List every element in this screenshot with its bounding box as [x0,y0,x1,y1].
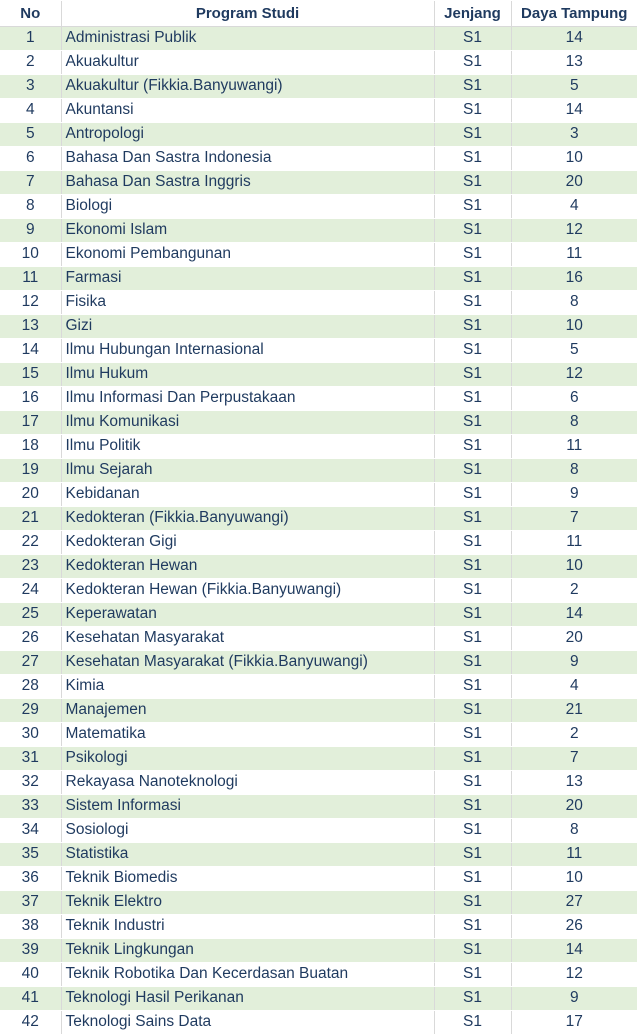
table-row[interactable] [0,986,637,1010]
cell-daya-tampung[interactable]: 20 [511,794,637,818]
cell-jenjang[interactable]: S1 [434,650,511,674]
cell-daya-tampung[interactable]: 17 [511,1010,637,1034]
table-row[interactable] [0,386,637,410]
cell-jenjang[interactable]: S1 [434,74,511,98]
cell-program[interactable]: Kesehatan Masyarakat (Fikkia.Banyuwangi) [61,650,434,674]
cell-program[interactable]: Teknik Biomedis [61,866,434,890]
table-row[interactable] [0,122,637,146]
cell-no[interactable]: 30 [0,722,61,746]
cell-jenjang[interactable]: S1 [434,914,511,938]
cell-daya-tampung[interactable]: 10 [511,866,637,890]
cell-daya-tampung[interactable]: 10 [511,314,637,338]
cell-jenjang[interactable]: S1 [434,626,511,650]
cell-jenjang[interactable]: S1 [434,722,511,746]
cell-program[interactable]: Matematika [61,722,434,746]
cell-program[interactable]: Kedokteran Hewan (Fikkia.Banyuwangi) [61,578,434,602]
cell-daya-tampung[interactable]: 4 [511,194,637,218]
cell-jenjang[interactable]: S1 [434,554,511,578]
cell-jenjang[interactable]: S1 [434,506,511,530]
cell-daya-tampung[interactable]: 3 [511,122,637,146]
cell-daya-tampung[interactable]: 8 [511,458,637,482]
cell-program[interactable]: Ilmu Hubungan Internasional [61,338,434,362]
cell-daya-tampung[interactable]: 4 [511,674,637,698]
cell-daya-tampung[interactable]: 2 [511,722,637,746]
cell-program[interactable]: Teknologi Sains Data [61,1010,434,1034]
table-row[interactable] [0,842,637,866]
cell-jenjang[interactable]: S1 [434,362,511,386]
cell-no[interactable]: 5 [0,122,61,146]
cell-no[interactable]: 12 [0,290,61,314]
cell-jenjang[interactable]: S1 [434,434,511,458]
cell-no[interactable]: 34 [0,818,61,842]
table-row[interactable] [0,98,637,122]
cell-daya-tampung[interactable]: 8 [511,410,637,434]
cell-jenjang[interactable]: S1 [434,890,511,914]
cell-no[interactable]: 24 [0,578,61,602]
cell-jenjang[interactable]: S1 [434,266,511,290]
cell-daya-tampung[interactable]: 14 [511,26,637,50]
table-row[interactable] [0,818,637,842]
cell-jenjang[interactable]: S1 [434,170,511,194]
cell-no[interactable]: 11 [0,266,61,290]
cell-program[interactable]: Sistem Informasi [61,794,434,818]
cell-daya-tampung[interactable]: 20 [511,170,637,194]
cell-no[interactable]: 18 [0,434,61,458]
cell-daya-tampung[interactable]: 13 [511,770,637,794]
cell-daya-tampung[interactable]: 6 [511,386,637,410]
cell-program[interactable]: Ekonomi Pembangunan [61,242,434,266]
table-row[interactable] [0,914,637,938]
table-row[interactable] [0,938,637,962]
table-row[interactable] [0,722,637,746]
cell-jenjang[interactable]: S1 [434,602,511,626]
cell-jenjang[interactable]: S1 [434,530,511,554]
cell-no[interactable]: 17 [0,410,61,434]
cell-jenjang[interactable]: S1 [434,218,511,242]
cell-no[interactable]: 39 [0,938,61,962]
cell-program[interactable]: Kimia [61,674,434,698]
table-row[interactable] [0,962,637,986]
header-program[interactable]: Program Studi [61,1,434,26]
table-row[interactable] [0,890,637,914]
cell-daya-tampung[interactable]: 21 [511,698,637,722]
cell-no[interactable]: 37 [0,890,61,914]
cell-jenjang[interactable]: S1 [434,986,511,1010]
cell-no[interactable]: 4 [0,98,61,122]
cell-no[interactable]: 23 [0,554,61,578]
table-row[interactable] [0,170,637,194]
cell-program[interactable]: Teknik Elektro [61,890,434,914]
cell-program[interactable]: Kedokteran Gigi [61,530,434,554]
cell-daya-tampung[interactable]: 8 [511,290,637,314]
cell-daya-tampung[interactable]: 14 [511,98,637,122]
cell-daya-tampung[interactable]: 9 [511,482,637,506]
cell-no[interactable]: 9 [0,218,61,242]
table-row[interactable] [0,338,637,362]
header-daya-tampung[interactable]: Daya Tampung [511,1,637,26]
header-no[interactable]: No [0,1,61,26]
header-jenjang[interactable]: Jenjang [434,1,511,26]
table-row[interactable] [0,362,637,386]
table-row[interactable] [0,698,637,722]
cell-program[interactable]: Ilmu Sejarah [61,458,434,482]
cell-program[interactable]: Bahasa Dan Sastra Indonesia [61,146,434,170]
cell-daya-tampung[interactable]: 10 [511,146,637,170]
table-row[interactable] [0,242,637,266]
cell-program[interactable]: Keperawatan [61,602,434,626]
cell-daya-tampung[interactable]: 9 [511,650,637,674]
table-row[interactable] [0,74,637,98]
cell-daya-tampung[interactable]: 8 [511,818,637,842]
table-row[interactable] [0,458,637,482]
cell-jenjang[interactable]: S1 [434,794,511,818]
cell-jenjang[interactable]: S1 [434,770,511,794]
cell-no[interactable]: 10 [0,242,61,266]
cell-no[interactable]: 36 [0,866,61,890]
cell-program[interactable]: Ilmu Komunikasi [61,410,434,434]
cell-jenjang[interactable]: S1 [434,98,511,122]
cell-program[interactable]: Bahasa Dan Sastra Inggris [61,170,434,194]
cell-daya-tampung[interactable]: 11 [511,530,637,554]
table-row[interactable] [0,410,637,434]
table-row[interactable] [0,1010,637,1034]
cell-no[interactable]: 31 [0,746,61,770]
cell-no[interactable]: 26 [0,626,61,650]
table-row[interactable] [0,866,637,890]
cell-no[interactable]: 33 [0,794,61,818]
table-row[interactable] [0,314,637,338]
cell-no[interactable]: 8 [0,194,61,218]
cell-jenjang[interactable]: S1 [434,290,511,314]
cell-no[interactable]: 25 [0,602,61,626]
table-row[interactable] [0,602,637,626]
cell-daya-tampung[interactable]: 2 [511,578,637,602]
cell-jenjang[interactable]: S1 [434,122,511,146]
cell-daya-tampung[interactable]: 12 [511,218,637,242]
cell-program[interactable]: Fisika [61,290,434,314]
cell-program[interactable]: Ilmu Politik [61,434,434,458]
cell-daya-tampung[interactable]: 10 [511,554,637,578]
cell-no[interactable]: 3 [0,74,61,98]
table-row[interactable] [0,26,637,50]
cell-daya-tampung[interactable]: 12 [511,362,637,386]
cell-no[interactable]: 20 [0,482,61,506]
cell-program[interactable]: Antropologi [61,122,434,146]
table-row[interactable] [0,794,637,818]
cell-no[interactable]: 28 [0,674,61,698]
cell-jenjang[interactable]: S1 [434,1010,511,1034]
cell-no[interactable]: 21 [0,506,61,530]
cell-daya-tampung[interactable]: 27 [511,890,637,914]
cell-jenjang[interactable]: S1 [434,578,511,602]
table-row[interactable] [0,554,637,578]
cell-program[interactable]: Farmasi [61,266,434,290]
cell-daya-tampung[interactable]: 7 [511,506,637,530]
cell-jenjang[interactable]: S1 [434,50,511,74]
cell-jenjang[interactable]: S1 [434,338,511,362]
cell-no[interactable]: 32 [0,770,61,794]
table-row[interactable] [0,50,637,74]
cell-jenjang[interactable]: S1 [434,386,511,410]
cell-daya-tampung[interactable]: 12 [511,962,637,986]
table-row[interactable] [0,530,637,554]
cell-daya-tampung[interactable]: 11 [511,242,637,266]
cell-jenjang[interactable]: S1 [434,962,511,986]
cell-jenjang[interactable]: S1 [434,194,511,218]
cell-no[interactable]: 38 [0,914,61,938]
cell-program[interactable]: Kedokteran (Fikkia.Banyuwangi) [61,506,434,530]
cell-program[interactable]: Gizi [61,314,434,338]
cell-no[interactable]: 42 [0,1010,61,1034]
cell-jenjang[interactable]: S1 [434,146,511,170]
table-row[interactable] [0,218,637,242]
cell-program[interactable]: Manajemen [61,698,434,722]
table-row[interactable] [0,482,637,506]
cell-jenjang[interactable]: S1 [434,746,511,770]
cell-program[interactable]: Ilmu Informasi Dan Perpustakaan [61,386,434,410]
cell-program[interactable]: Akuntansi [61,98,434,122]
table-row[interactable] [0,194,637,218]
cell-jenjang[interactable]: S1 [434,938,511,962]
cell-daya-tampung[interactable]: 9 [511,986,637,1010]
cell-daya-tampung[interactable]: 11 [511,842,637,866]
cell-daya-tampung[interactable]: 14 [511,938,637,962]
cell-program[interactable]: Kesehatan Masyarakat [61,626,434,650]
cell-jenjang[interactable]: S1 [434,698,511,722]
cell-program[interactable]: Ilmu Hukum [61,362,434,386]
cell-no[interactable]: 13 [0,314,61,338]
cell-program[interactable]: Sosiologi [61,818,434,842]
cell-program[interactable]: Teknik Industri [61,914,434,938]
cell-program[interactable]: Psikologi [61,746,434,770]
cell-jenjang[interactable]: S1 [434,26,511,50]
table-row[interactable] [0,290,637,314]
cell-jenjang[interactable]: S1 [434,314,511,338]
table-row[interactable] [0,650,637,674]
program-table [0,1,637,1035]
cell-no[interactable]: 14 [0,338,61,362]
cell-no[interactable]: 35 [0,842,61,866]
cell-program[interactable]: Teknologi Hasil Perikanan [61,986,434,1010]
table-row[interactable] [0,266,637,290]
cell-no[interactable]: 19 [0,458,61,482]
table-row[interactable] [0,578,637,602]
cell-jenjang[interactable]: S1 [434,866,511,890]
cell-no[interactable]: 15 [0,362,61,386]
table-row[interactable] [0,506,637,530]
cell-daya-tampung[interactable]: 16 [511,266,637,290]
cell-program[interactable]: Akuakultur (Fikkia.Banyuwangi) [61,74,434,98]
table-row[interactable] [0,434,637,458]
header-row [0,1,637,26]
cell-jenjang[interactable]: S1 [434,458,511,482]
table-row[interactable] [0,626,637,650]
cell-program[interactable]: Teknik Lingkungan [61,938,434,962]
cell-jenjang[interactable]: S1 [434,842,511,866]
cell-no[interactable]: 7 [0,170,61,194]
cell-program[interactable]: Kedokteran Hewan [61,554,434,578]
cell-jenjang[interactable]: S1 [434,242,511,266]
cell-program[interactable]: Biologi [61,194,434,218]
cell-daya-tampung[interactable]: 13 [511,50,637,74]
cell-daya-tampung[interactable]: 5 [511,338,637,362]
cell-daya-tampung[interactable]: 26 [511,914,637,938]
cell-no[interactable]: 6 [0,146,61,170]
cell-daya-tampung[interactable]: 5 [511,74,637,98]
cell-daya-tampung[interactable]: 20 [511,626,637,650]
table-row[interactable] [0,146,637,170]
cell-program[interactable]: Kebidanan [61,482,434,506]
cell-program[interactable]: Statistika [61,842,434,866]
cell-program[interactable]: Ekonomi Islam [61,218,434,242]
cell-no[interactable]: 16 [0,386,61,410]
cell-program[interactable]: Administrasi Publik [61,26,434,50]
table-row[interactable] [0,674,637,698]
cell-jenjang[interactable]: S1 [434,410,511,434]
cell-jenjang[interactable]: S1 [434,674,511,698]
cell-no[interactable]: 27 [0,650,61,674]
cell-daya-tampung[interactable]: 7 [511,746,637,770]
cell-daya-tampung[interactable]: 14 [511,602,637,626]
cell-no[interactable]: 41 [0,986,61,1010]
cell-program[interactable]: Teknik Robotika Dan Kecerdasan Buatan [61,962,434,986]
cell-jenjang[interactable]: S1 [434,818,511,842]
cell-no[interactable]: 22 [0,530,61,554]
cell-no[interactable]: 40 [0,962,61,986]
cell-daya-tampung[interactable]: 11 [511,434,637,458]
cell-program[interactable]: Rekayasa Nanoteknologi [61,770,434,794]
cell-jenjang[interactable]: S1 [434,482,511,506]
cell-program[interactable]: Akuakultur [61,50,434,74]
table-row[interactable] [0,746,637,770]
table-row[interactable] [0,770,637,794]
cell-no[interactable]: 2 [0,50,61,74]
cell-no[interactable]: 1 [0,26,61,50]
cell-no[interactable]: 29 [0,698,61,722]
